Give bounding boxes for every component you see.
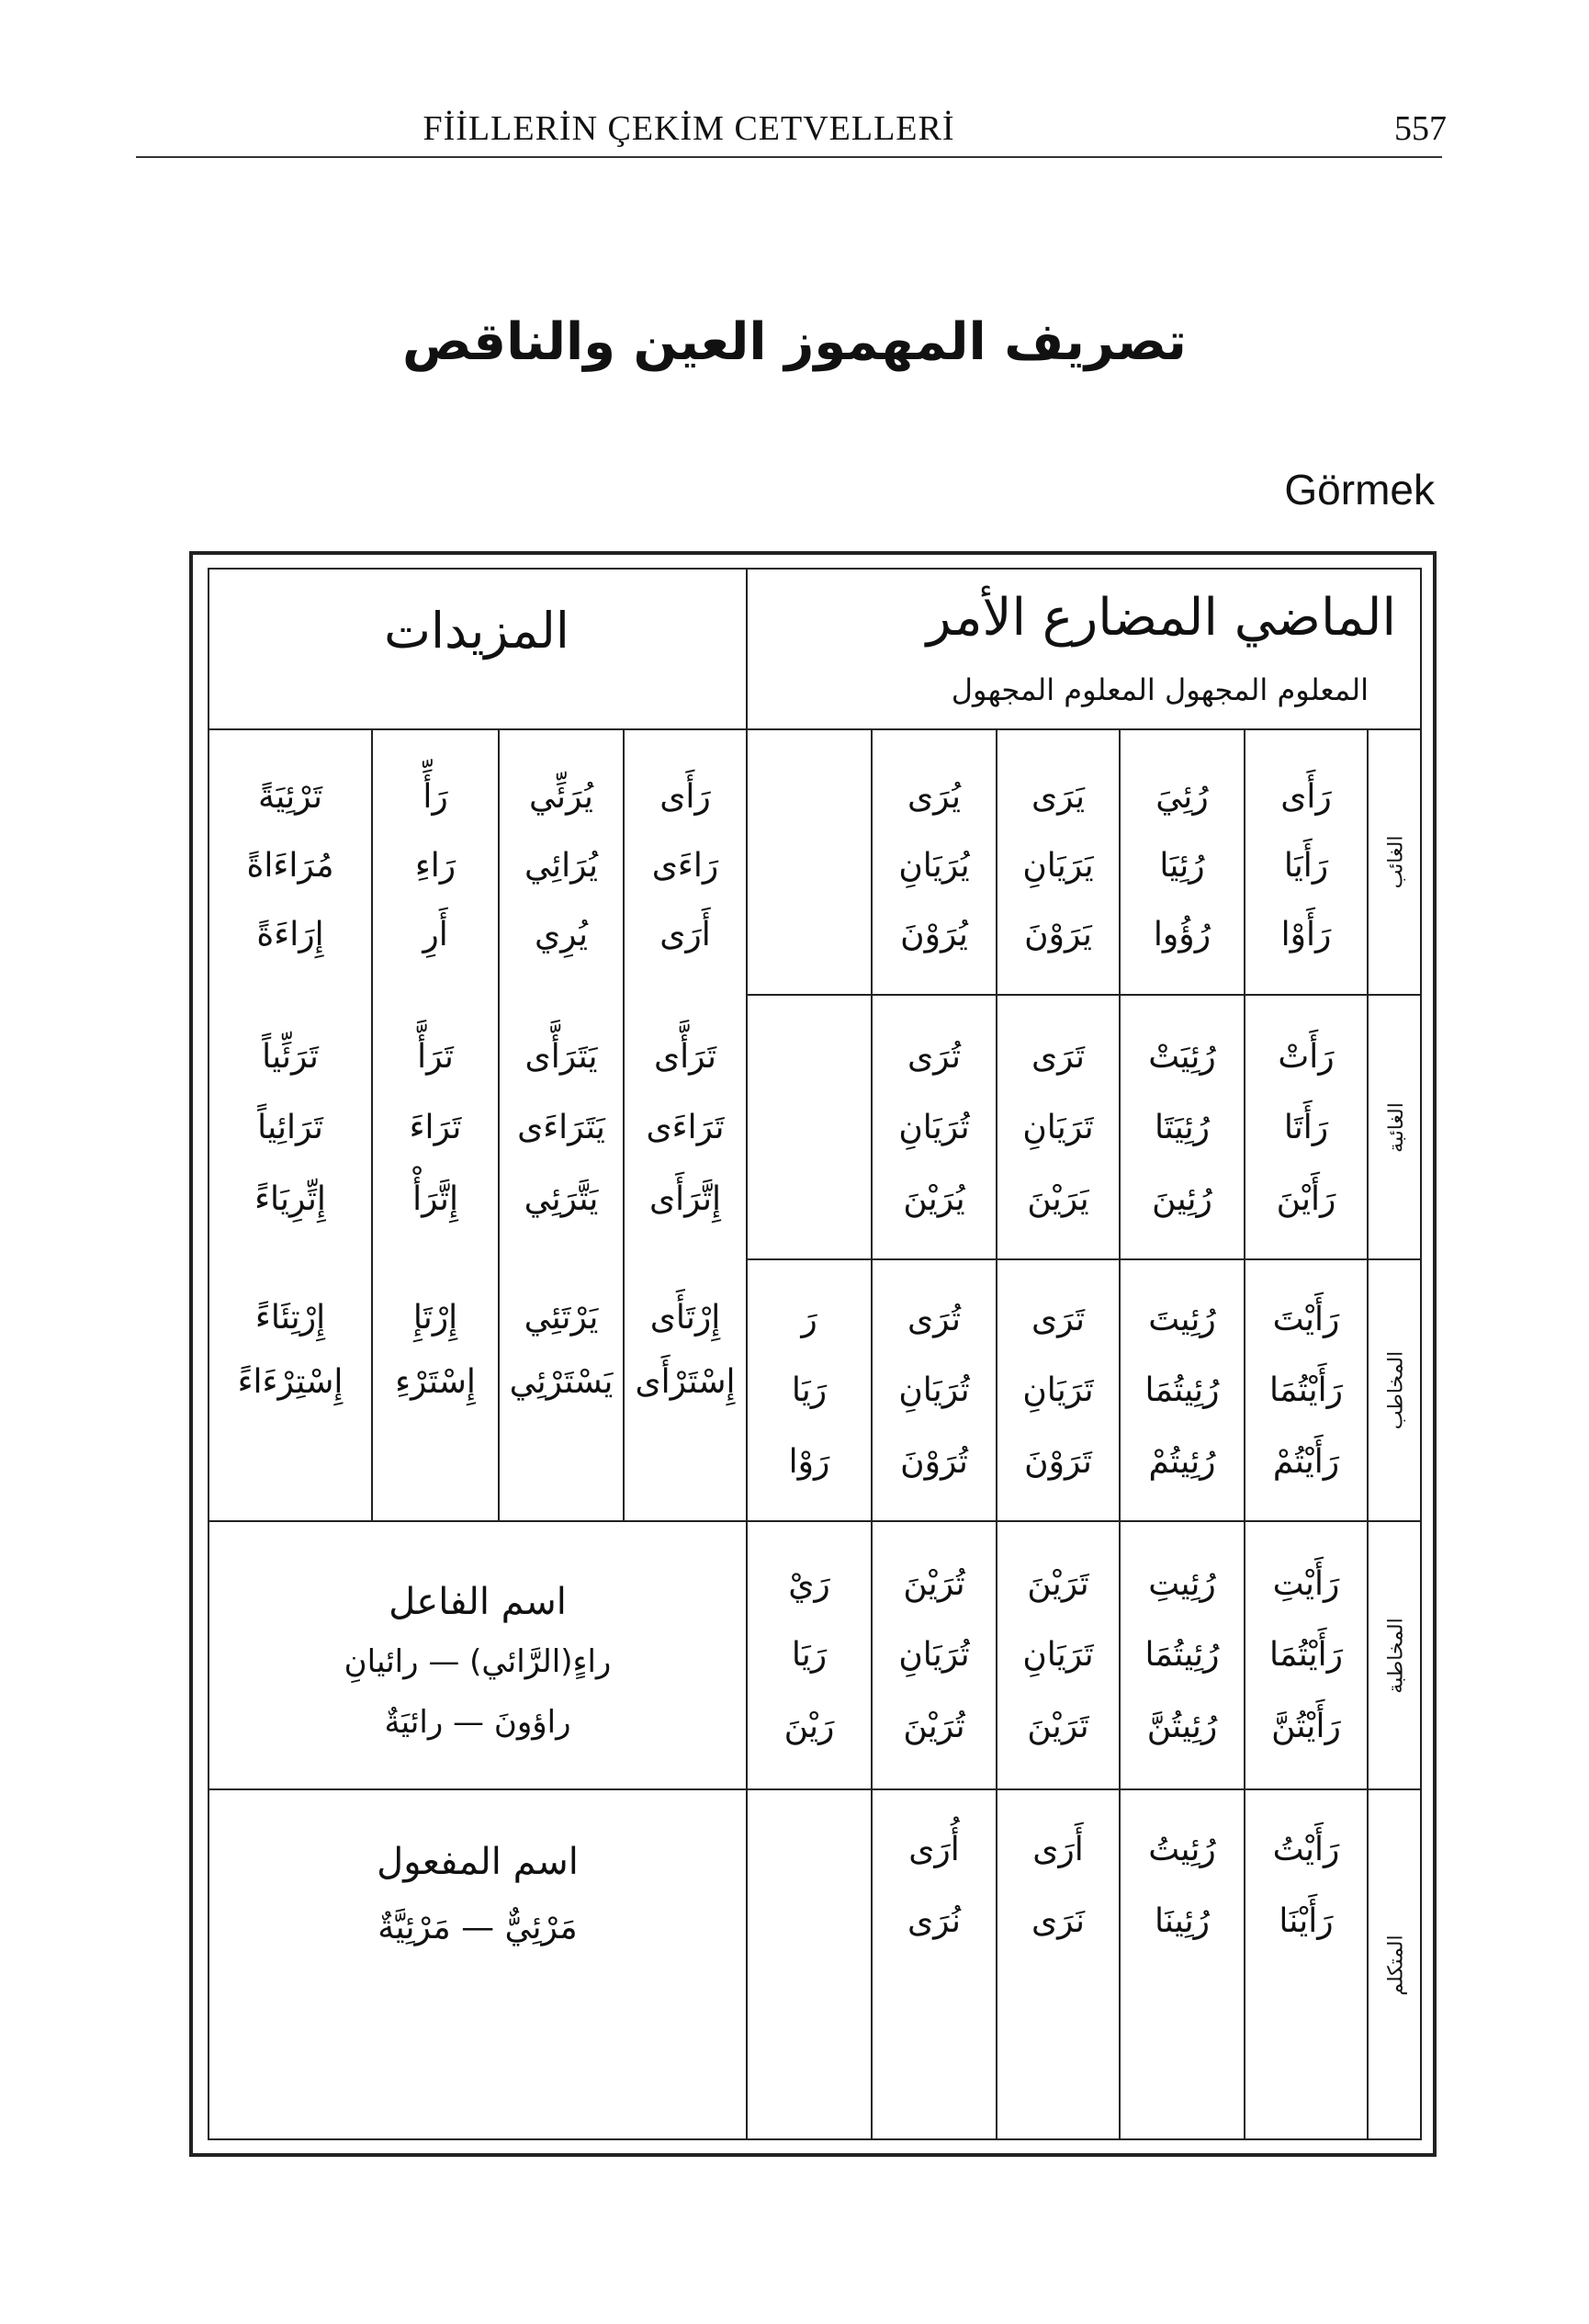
cell-derived-1: تَرَأَّى تَرَاءَى إِتَّرَأَى	[646, 1038, 725, 1218]
verb-title: Görmek	[1284, 466, 1435, 513]
row-label-ghaiba: الغائبة	[1384, 1101, 1408, 1153]
divider-header	[208, 728, 1422, 730]
ism-fail-line1: راءٍ(الرَّائي) — رائيانِ	[344, 1643, 612, 1680]
cell-mudari-majhool: تُرَى تُرَيَانِ يُرَيْنَ	[898, 1038, 970, 1218]
main-subheader: المعلوم المجهول المعلوم المجهول	[951, 672, 1369, 707]
cell-derived-2: يَرْتَئِي يَسْتَرْئِي	[509, 1299, 614, 1402]
ism-fail-line2: راؤونَ — رائيَةٌ	[384, 1704, 571, 1741]
ism-fail-title: اسم الفاعل	[389, 1581, 567, 1623]
cell-derived-2: يَتَرَأَّى يَتَرَاءَى يَتَّرَئِي	[517, 1038, 605, 1218]
cell-mudari-maloom: يَرَى يَرَيَانِ يَرَوْنَ	[1022, 777, 1094, 953]
cell-mudari-majhool: تُرَى تُرَيَانِ تُرَوْنَ	[898, 1301, 970, 1481]
divider-row	[746, 994, 1422, 996]
cell-madi-majhool: رُئِيتُ رُئِينَا	[1148, 1831, 1216, 1940]
running-header-title: FİİLLERİN ÇEKİM CETVELLERİ	[423, 109, 955, 148]
cell-madi-majhool: رُئِيَ رُئِيَا رُؤُوا	[1153, 777, 1211, 953]
cell-madi-maloom: رَأَى رَأَيَا رَأَوْا	[1280, 777, 1332, 953]
cell-mudari-maloom: أَرَى نَرَى	[1031, 1831, 1086, 1940]
divider-row	[746, 1258, 1422, 1260]
derived-header: المزيدات	[384, 602, 569, 660]
ism-maful-title: اسم المفعول	[377, 1841, 579, 1883]
cell-madi-maloom: رَأَتْ رَأَتَا رَأَيْنَ	[1276, 1038, 1336, 1218]
cell-derived-1: رَأَى رَاءَى أَرَى	[651, 777, 719, 953]
cell-madi-majhool: رُئِيَتْ رُئِيَتَا رُئِينَ	[1148, 1038, 1216, 1218]
row-label-ghaib: الغائب	[1384, 835, 1408, 889]
row-label-mukhatab: المخاطب	[1384, 1350, 1408, 1430]
cell-derived-4: تَرْئِيَةً مُرَاءَاةً إِرَاءَةً	[246, 777, 334, 953]
arabic-section-title: تصريف المهموز العين والناقص	[402, 312, 1187, 372]
cell-madi-maloom: رَأَيْتِ رَأَيْتُمَا رَأَيْتُنَّ	[1268, 1565, 1344, 1745]
cell-derived-4: تَرَئِّياً تَرَائِياً إِتِّرِيَاءً	[254, 1038, 326, 1218]
cell-mudari-maloom: تَرَى تَرَيَانِ تَرَوْنَ	[1022, 1301, 1094, 1481]
cell-amr: رَيْ رَيَا رَيْنَ	[783, 1565, 835, 1745]
row-label-mukhataba: المخاطبة	[1384, 1617, 1408, 1694]
cell-derived-4: إِرْتِئَاءً إِسْتِرْءَاءً	[237, 1299, 344, 1402]
cell-madi-maloom: رَأَيْتَ رَأَيْتُمَا رَأَيْتُمْ	[1268, 1301, 1344, 1481]
cell-mudari-majhool: أُرَى نُرَى	[907, 1831, 962, 1940]
cell-derived-1: إِرْتَأَى إِسْتَرْأَى	[635, 1299, 736, 1402]
cell-madi-majhool: رُئِيتَ رُئِيتُمَا رُئِيتُمْ	[1144, 1301, 1220, 1481]
page-number: 557	[1394, 109, 1447, 148]
ism-maful-line1: مَرْئِيٌّ — مَرْئِيَّةٌ	[378, 1909, 578, 1946]
cell-derived-3: تَرَأَّ تَرَاءَ إِتَّرَأْ	[409, 1038, 462, 1218]
cell-madi-maloom: رَأَيْتُ رَأَيْنَا	[1272, 1831, 1340, 1940]
cell-madi-majhool: رُئِيتِ رُئِيتُمَا رُئِيتُنَّ	[1144, 1565, 1220, 1745]
cell-amr: رَ رَيَا رَوْا	[788, 1301, 830, 1481]
cell-derived-3: رَأِّ رَاءِ أَرِ	[414, 777, 456, 953]
divider-row	[208, 1520, 1422, 1522]
cell-mudari-majhool: يُرَى يُرَيَانِ يُرَوْنَ	[898, 777, 970, 953]
cell-derived-2: يُرَئِّي يُرَائِي يُرِي	[524, 777, 598, 953]
row-label-mutakallim: المتكلم	[1384, 1935, 1408, 1996]
header-rule	[136, 156, 1442, 158]
cell-derived-3: إِرْتَإِ إِسْتَرْءِ	[395, 1299, 476, 1402]
cell-mudari-majhool: تُرَيْنَ تُرَيَانِ تُرَيْنَ	[898, 1565, 970, 1745]
divider-row	[208, 1788, 1422, 1790]
main-header: الماضي المضارع الأمر	[926, 588, 1396, 648]
cell-mudari-maloom: تَرَيْنَ تَرَيَانِ تَرَيْنَ	[1022, 1565, 1094, 1745]
cell-mudari-maloom: تَرَى تَرَيَانِ يَرَيْنَ	[1022, 1038, 1094, 1218]
